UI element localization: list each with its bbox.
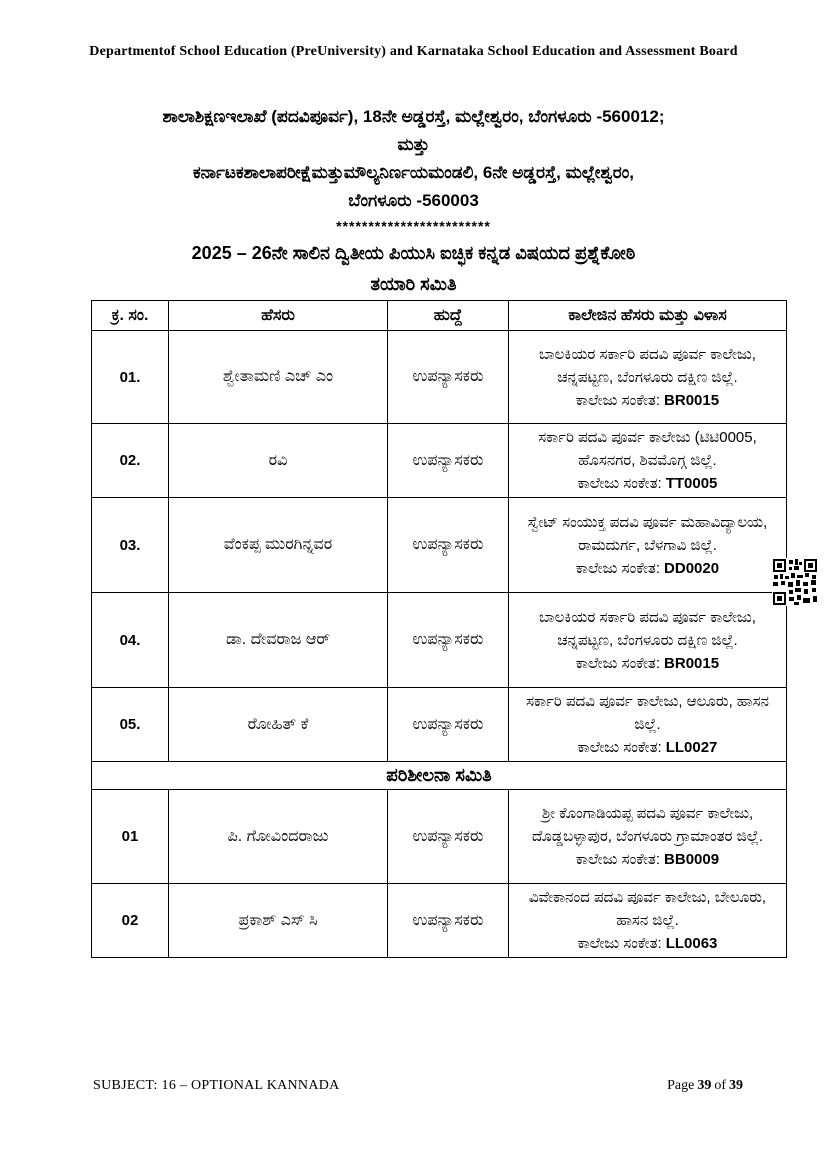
- table-row: [92, 790, 787, 884]
- college-code-line: [515, 652, 780, 675]
- address-line-3: ಕರ್ನಾಟಕಶಾಲಾಪರೀಕ್ಷೆಮತ್ತುಮೌಲ್ಯನಿರ್ಣಯಮಂಡಲಿ, 6ನೇ ಅಡ್ಡರಸ್ತೆ, ಮಲ್ಲೇಶ್ವರಂ,: [192, 163, 635, 182]
- college-code-label: ಕಾಲೇಜು ಸಂಕೇತ:: [577, 739, 662, 756]
- sl-no-cell: 02.: [92, 424, 169, 498]
- name-cell: ಡಾ. ದೇವರಾಜ ಆರ್: [169, 593, 388, 688]
- sl-no-cell: 04.: [92, 593, 169, 688]
- college-code-line: [515, 736, 780, 759]
- committee-table: [91, 300, 787, 958]
- page-title-line-1: 2025 – 26ನೇ ಸಾಲಿನ ದ್ವಿತೀಯ ಪಿಯುಸಿ ಐಚ್ಛಿಕ ಕನ್ನಡ ವಿಷಯದ ಪ್ರಶ್ನೆಕೋಠಿ: [191, 243, 636, 263]
- college-address: ಸ್ವೇಟ್ ಸಂಯುಕ್ತ ಪದವಿ ಪೂರ್ವ ಮಹಾವಿದ್ಯಾಲಯ, ರಾಮದುರ್ಗ, ಬೆಳಗಾವಿ ಜಿಲ್ಲೆ.: [527, 513, 768, 554]
- college-code-line: [515, 557, 780, 580]
- college-code-label: ಕಾಲೇಜು ಸಂಕೇತ:: [575, 654, 661, 672]
- header-college: ಕಾಲೇಜಿನ ಹೆಸರು ಮತ್ತು ವಿಳಾಸ: [509, 301, 787, 331]
- college-address: ಬಾಲಕಿಯರ ಸರ್ಕಾರಿ ಪದವಿ ಪೂರ್ವ ಕಾಲೇಜು, ಚನ್ನಪಟ್ಟಣ, ಬೆಂಗಳೂರು ದಕ್ಷಿಣ ಜಿಲ್ಲೆ.: [539, 345, 756, 386]
- section-header-row: [92, 762, 787, 790]
- table-row: [92, 424, 787, 498]
- college-code: LL0027: [665, 739, 718, 756]
- designation-cell: ಉಪನ್ಯಾಸಕರು: [388, 331, 509, 424]
- table-row: [92, 593, 787, 688]
- name-cell: ರವಿ: [169, 424, 388, 498]
- college-cell: [509, 790, 787, 884]
- footer-of-word: of: [714, 1078, 726, 1093]
- name-cell: ಶ್ವೇತಾಮಣಿ ಎಚ್ ಎಂ: [169, 331, 388, 424]
- header-name: ಹೆಸರು: [169, 301, 388, 331]
- footer-page-word: Page: [667, 1078, 695, 1093]
- college-cell: [509, 424, 787, 498]
- footer-page-number: 39: [697, 1078, 712, 1093]
- address-line-1: ಶಾಲಾಶಿಕ್ಷಣಇಲಾಖೆ (ಪದವಿಪೂರ್ವ), 18ನೇ ಅಡ್ಡರಸ್ತೆ, ಮಲ್ಲೇಶ್ವರಂ, ಬೆಂಗಳೂರು -560012;: [162, 107, 665, 126]
- college-code: DD0020: [664, 559, 720, 577]
- sl-no-cell: 01.: [92, 331, 169, 424]
- college-code: BB0009: [664, 851, 720, 868]
- college-address: ಸರ್ಕಾರಿ ಪದವಿ ಪೂರ್ವ ಕಾಲೇಜು, ಆಲೂರು, ಹಾಸನ ಜಿಲ್ಲೆ.: [526, 693, 769, 733]
- qr-code-icon: [772, 558, 818, 606]
- college-code-label: ಕಾಲೇಜು ಸಂಕೇತ:: [575, 391, 661, 409]
- address-line-4: ಬೆಂಗಳೂರು -560003: [348, 191, 479, 210]
- table-row: [92, 498, 787, 593]
- college-code: BR0015: [664, 391, 720, 409]
- college-code-line: [515, 848, 780, 871]
- college-code: LL0063: [665, 935, 718, 952]
- designation-cell: ಉಪನ್ಯಾಸಕರು: [388, 790, 509, 884]
- college-code: BR0015: [664, 654, 720, 672]
- college-code-label: ಕಾಲೇಜು ಸಂಕೇತ:: [577, 475, 662, 492]
- name-cell: ರೋಹಿತ್ ಕೆ: [169, 688, 388, 762]
- college-address: ಸರ್ಕಾರಿ ಪದವಿ ಪೂರ್ವ ಕಾಲೇಜು (ಟಿಟಿ0005, ಹೊಸನಗರ, ಶಿವಮೊಗ್ಗ ಜಿಲ್ಲೆ.: [538, 429, 757, 469]
- footer-page-total: 39: [729, 1078, 743, 1093]
- table-row: [92, 331, 787, 424]
- college-address: ಶ್ರೀ ಕೊಂಗಾಡಿಯಪ್ಪ ಪದವಿ ಪೂರ್ವ ಕಾಲೇಜು, ದೊಡ್ಡಬಳ್ಳಾಪುರ, ಬೆಂಗಳೂರು ಗ್ರಾಮಾಂತರ ಜಿಲ್ಲೆ.: [531, 805, 763, 845]
- designation-cell: ಉಪನ್ಯಾಸಕರು: [388, 884, 509, 958]
- college-address: ಬಾಲಕಿಯರ ಸರ್ಕಾರಿ ಪದವಿ ಪೂರ್ವ ಕಾಲೇಜು, ಚನ್ನಪಟ್ಟಣ, ಬೆಂಗಳೂರು ದಕ್ಷಿಣ ಜಿಲ್ಲೆ.: [539, 608, 756, 649]
- college-cell: [509, 593, 787, 688]
- separator-stars: ************************: [336, 218, 491, 234]
- college-cell: [509, 498, 787, 593]
- college-code: TT0005: [665, 475, 718, 492]
- college-cell: [509, 688, 787, 762]
- designation-cell: ಉಪನ್ಯಾಸಕರು: [388, 424, 509, 498]
- table-row: [92, 688, 787, 762]
- college-code-line: [515, 932, 780, 955]
- address-line-2: ಮತ್ತು: [397, 135, 430, 154]
- document-header: Departmentof School Education (PreUniversity) and Karnataka School Education and Assessment Board: [89, 44, 738, 59]
- college-code-label: ಕಾಲೇಜು ಸಂಕೇತ:: [575, 851, 661, 868]
- page-title-line-2: ತಯಾರಿ ಸಮಿತಿ: [370, 274, 457, 294]
- designation-cell: ಉಪನ್ಯಾಸಕರು: [388, 593, 509, 688]
- college-cell: [509, 331, 787, 424]
- footer-subject: SUBJECT: 16 – OPTIONAL KANNADA: [93, 1078, 340, 1093]
- designation-cell: ಉಪನ್ಯಾಸಕರು: [388, 688, 509, 762]
- college-code-line: [515, 472, 780, 495]
- name-cell: ಪ್ರಕಾಶ್ ಎಸ್ ಸಿ: [169, 884, 388, 958]
- table-header-row: [92, 301, 787, 331]
- college-code-label: ಕಾಲೇಜು ಸಂಕೇತ:: [577, 935, 662, 952]
- section-header-review-committee: ಪರಿಶೀಲನಾ ಸಮಿತಿ: [92, 762, 787, 790]
- name-cell: ಪಿ. ಗೋವಿಂದರಾಜು: [169, 790, 388, 884]
- college-code-label: ಕಾಲೇಜು ಸಂಕೇತ:: [575, 559, 661, 577]
- sl-no-cell: 02: [92, 884, 169, 958]
- page-title: [60, 238, 767, 300]
- college-cell: [509, 884, 787, 958]
- footer-page-indicator: [667, 1078, 743, 1094]
- college-address: ವಿವೇಕಾನಂದ ಪದವಿ ಪೂರ್ವ ಕಾಲೇಜು, ಬೇಲೂರು, ಹಾಸನ ಜಿಲ್ಲೆ.: [528, 889, 767, 929]
- header-designation: ಹುದ್ದೆ: [388, 301, 509, 331]
- table-row: [92, 884, 787, 958]
- name-cell: ವೆಂಕಪ್ಪ ಮುರಗಿನ್ನವರ: [169, 498, 388, 593]
- college-code-line: [515, 389, 780, 412]
- sl-no-cell: 05.: [92, 688, 169, 762]
- header-sl-no: ಕ್ರ. ಸಂ.: [92, 301, 169, 331]
- designation-cell: ಉಪನ್ಯಾಸಕರು: [388, 498, 509, 593]
- sl-no-cell: 03.: [92, 498, 169, 593]
- sl-no-cell: 01: [92, 790, 169, 884]
- address-block: [60, 103, 767, 237]
